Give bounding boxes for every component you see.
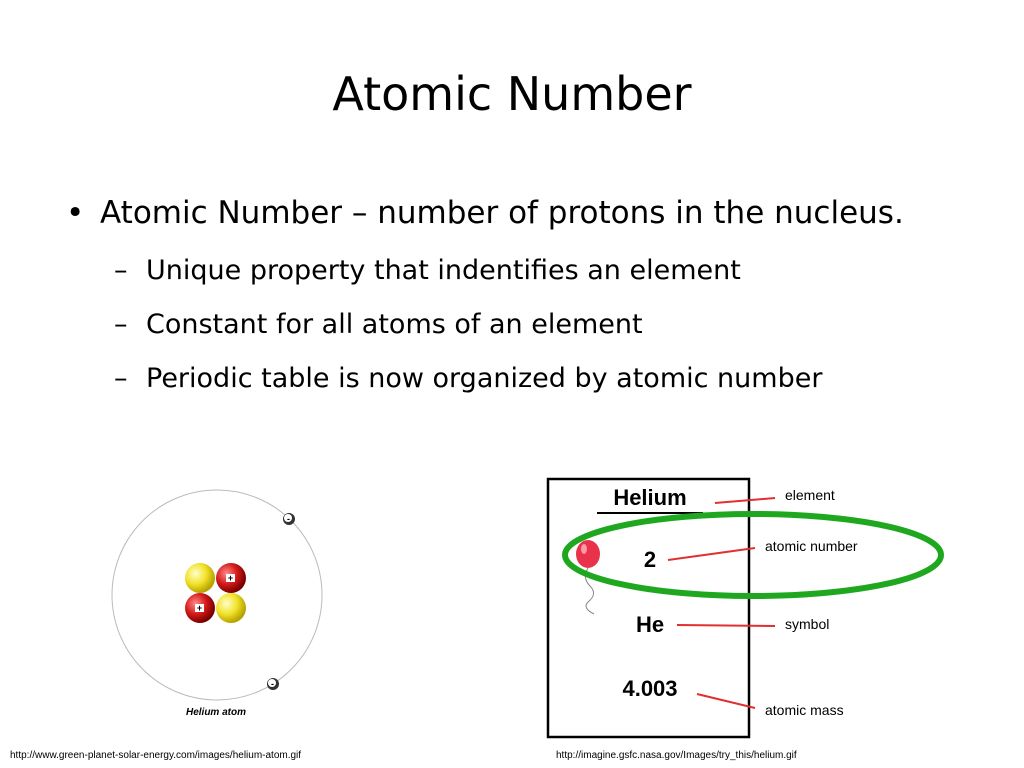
proton-charge: + bbox=[196, 603, 203, 613]
sub-bullet-marker: – bbox=[114, 363, 128, 394]
element-name: Helium bbox=[613, 485, 687, 510]
nucleus bbox=[185, 563, 246, 623]
sub-bullet-text: Constant for all atoms of an element bbox=[146, 309, 643, 340]
label-atomic-number: atomic number bbox=[765, 538, 858, 554]
image-credit-right: http://imagine.gsfc.nasa.gov/Images/try_this/helium.gif bbox=[556, 750, 797, 761]
label-element: element bbox=[785, 487, 835, 503]
bullet-item bbox=[62, 190, 982, 237]
helium-atom-figure bbox=[100, 478, 340, 723]
electron-charge: - bbox=[287, 514, 290, 524]
atom-caption: Helium atom bbox=[185, 707, 247, 718]
slide-title: Atomic Number bbox=[332, 67, 692, 121]
neutron bbox=[185, 563, 215, 593]
sub-bullet-item bbox=[62, 251, 982, 291]
proton-charge: + bbox=[227, 573, 234, 583]
bullet-text: Atomic Number – number of protons in the nucleus. bbox=[100, 195, 904, 231]
atomic-number-value: 2 bbox=[643, 547, 657, 572]
sub-bullet-marker: – bbox=[114, 309, 128, 340]
sub-bullet-text: Periodic table is now organized by atomic number bbox=[146, 363, 823, 394]
electron bbox=[267, 678, 279, 690]
element-symbol: He bbox=[635, 612, 665, 637]
neutron bbox=[216, 593, 246, 623]
atomic-mass-value: 4.003 bbox=[622, 676, 678, 701]
bullet-marker: • bbox=[66, 195, 85, 231]
label-atomic-mass: atomic mass bbox=[765, 702, 844, 718]
sub-bullet-marker: – bbox=[114, 255, 128, 286]
pointer-line bbox=[677, 625, 775, 626]
sub-bullet-item bbox=[62, 359, 982, 399]
image-credit-left: http://www.green-planet-solar-energy.com/images/helium-atom.gif bbox=[10, 750, 302, 761]
label-symbol: symbol bbox=[785, 616, 830, 632]
electron-charge: - bbox=[271, 679, 274, 689]
sub-bullet-item bbox=[62, 305, 982, 345]
bullet-list bbox=[62, 190, 982, 399]
helium-element-figure bbox=[540, 476, 960, 746]
electron bbox=[283, 513, 295, 525]
sub-bullet-text: Unique property that indentifies an element bbox=[146, 255, 741, 286]
